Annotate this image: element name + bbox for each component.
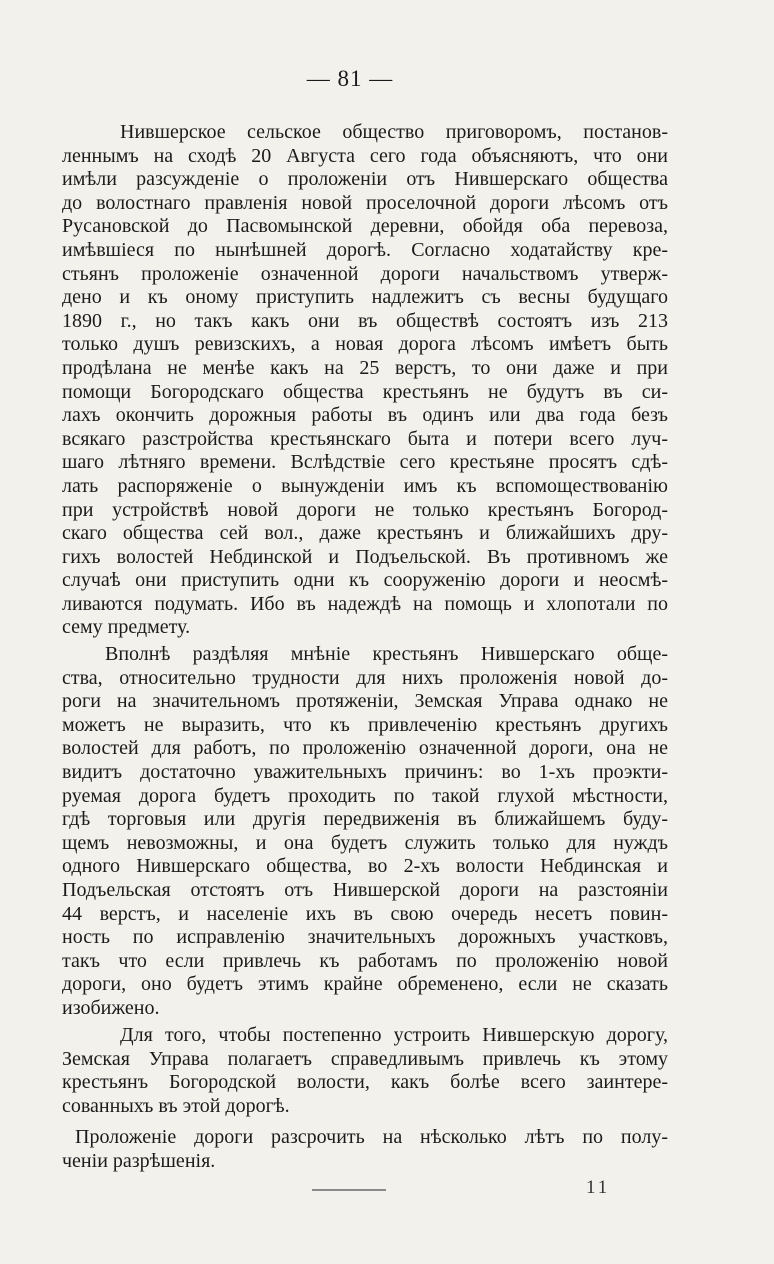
text-line: сованныхъ въ этой дорогѣ. (62, 1094, 290, 1117)
text-line: изобижено. (62, 996, 160, 1019)
page-number: — 81 — (306, 66, 394, 91)
signature-mark: 11 (586, 1177, 611, 1198)
text-line: видитъ достаточно уважительныхъ причинъ: во 1-хъ проэкти- (62, 760, 668, 783)
text-line: дороги, оно будетъ этимъ крайне обременено, если не сказать (62, 973, 668, 996)
text-line: Проложеніе дороги разсрочить на нѣсколько лѣтъ по полу- (75, 1126, 668, 1148)
text-line: ченіи разрѣшенія. (62, 1149, 216, 1172)
text-line: руемая дорога будетъ проходить по такой глухой мѣстности, (62, 784, 668, 807)
text-line: крестьянъ Богородской волости, какъ болѣе всего заинтере- (62, 1071, 668, 1094)
text-line: Для того, чтобы постепенно устроить Нившерскую дорогу, (120, 1024, 668, 1046)
text-line: гихъ волостей Небдинской и Подъельской. Въ противномъ же (62, 545, 668, 568)
text-line: ность по исправленію значительныхъ дорожныхъ участковъ, (62, 926, 668, 949)
text-line: 44 верстъ, и населеніе ихъ въ свою очередь несетъ повин- (62, 902, 668, 925)
text-line: при устройствѣ новой дороги не только крестьянъ Богород- (62, 498, 668, 521)
text-line: имѣли разсужденіе о проложеніи отъ Нившерскаго общества (62, 168, 668, 191)
text-line: одного Нившерскаго общества, во 2-хъ волости Небдинская и (62, 855, 668, 878)
text-line: имѣвшіеся по нынѣшней дорогѣ. Согласно ходатайству кре- (62, 238, 668, 261)
text-line: лахъ окончить дорожныя работы въ одинъ или два года безъ (62, 404, 668, 427)
footer-rule (312, 1189, 386, 1191)
text-line: гдѣ торговыя или другія передвиженія въ ближайшемъ буду- (62, 808, 668, 831)
text-line: роги на значительномъ протяженіи, Земская Управа однако не (62, 690, 668, 713)
text-line: Русановской до Пасвомынской деревни, обойдя оба перевоза, (62, 215, 668, 238)
text-line: Нившерское сельское общество приговоромъ, постанов- (120, 121, 668, 143)
text-line: Земская Управа полагаетъ справедливымъ привлечь къ этому (62, 1047, 668, 1070)
text-line: случаѣ они приступить одни къ сооруженію дороги и неосмѣ- (62, 569, 668, 592)
text-line: ливаются подумать. Ибо въ надеждѣ на помощь и хлопотали по (62, 592, 668, 615)
text-line: стьянъ проложеніе означенной дороги начальствомъ утверж- (62, 262, 668, 285)
text-line: всякаго разстройства крестьянскаго быта и потери всего луч- (62, 427, 668, 450)
text-line: волостей для работъ, по проложенію означенной дороги, она не (62, 737, 668, 760)
text-line: ства, относительно трудности для нихъ проложенія новой до- (62, 666, 668, 689)
text-line: 1890 г., но такъ какъ они въ обществѣ состоятъ изъ 213 (62, 309, 668, 332)
text-line: шаго лѣтняго времени. Вслѣдствіе сего крестьяне просятъ сдѣ- (62, 451, 668, 474)
text-line: такъ что если привлечь къ работамъ по проложенію новой (62, 949, 668, 972)
text-line: помощи Богородскаго общества крестьянъ не будутъ въ си- (62, 380, 668, 403)
text-line: леннымъ на сходѣ 20 Августа сего года объясняютъ, что они (62, 144, 668, 167)
text-line: скаго общества сей вол., даже крестьянъ и ближайшихъ дру- (62, 522, 668, 545)
text-line: Подъельская отстоятъ отъ Нившерской дороги на разстояніи (62, 878, 668, 901)
paragraph (62, 121, 668, 640)
text-line: продѣлана не менѣе какъ на 25 верстъ, то они даже и при (62, 356, 668, 379)
text-line: дено и къ оному приступить надлежитъ съ весны будущаго (62, 286, 668, 309)
text-line: можетъ не выразить, что къ привлеченію крестьянъ другихъ (62, 713, 668, 736)
paragraph (62, 1024, 668, 1118)
text-line: Вполнѣ раздѣляя мнѣніе крестьянъ Нившерскаго обще- (105, 643, 668, 665)
paragraph (62, 643, 668, 1021)
paragraph (62, 1126, 668, 1173)
text-line: до волостнаго правленія новой проселочной дороги лѣсомъ отъ (62, 191, 668, 214)
text-line: сему предмету. (62, 616, 191, 639)
text-line: щемъ невозможны, и она будетъ служить только для нуждъ (62, 831, 668, 854)
text-line: только душъ ревизскихъ, а новая дорога лѣсомъ имѣетъ быть (62, 333, 668, 356)
text-line: лать распоряженіе о вынужденіи имъ къ вспомоществованію (62, 474, 668, 497)
